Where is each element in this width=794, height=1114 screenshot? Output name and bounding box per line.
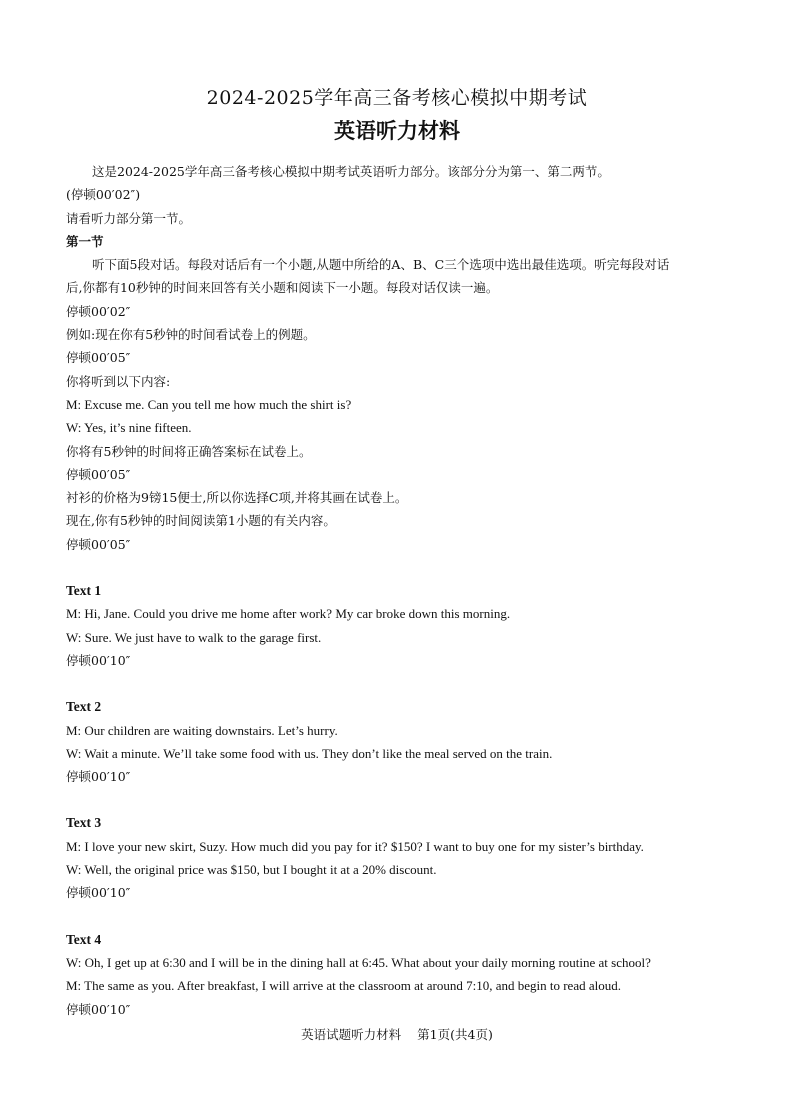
dialogue-line: M: Excuse me. Can you tell me how much the shirt is? bbox=[66, 396, 352, 412]
exam-title: 2024-2025学年高三备考核心模拟中期考试 bbox=[206, 87, 588, 109]
document-body bbox=[66, 160, 738, 1021]
explanation: 衬衫的价格为9镑15便士,所以你选择C项,并将其画在试卷上。 bbox=[66, 490, 408, 506]
dialogue-line: W: Oh, I get up at 6:30 and I will be in the dining hall at 6:45. What about your daily morning routine at school? bbox=[66, 954, 651, 970]
instruction-line: 后,你都有10秒钟的时间来回答有关小题和阅读下一小题。每段对话仅读一遍。 bbox=[66, 280, 499, 296]
mark-answer-note: 你将有5秒钟的时间将正确答案标在试卷上。 bbox=[66, 443, 312, 459]
pause-note: 停顿00′10″ bbox=[66, 652, 131, 668]
will-hear-label: 你将听到以下内容: bbox=[66, 373, 171, 389]
instruction-line: 听下面5段对话。每段对话后有一个小题,从题中所给的A、B、C三个选项中选出最佳选项。听完每段对话 bbox=[92, 257, 670, 273]
text-heading: Text 3 bbox=[66, 815, 102, 831]
reading-prompt: 现在,你有5秒钟的时间阅读第1小题的有关内容。 bbox=[66, 513, 336, 529]
pause-note: 停顿00′10″ bbox=[66, 1001, 131, 1017]
dialogue-line: M: Hi, Jane. Could you drive me home after work? My car broke down this morning. bbox=[66, 606, 511, 622]
dialogue-line: W: Wait a minute. We’ll take some food with us. They don’t like the meal served on the train. bbox=[66, 745, 553, 761]
dialogue-line: M: Our children are waiting downstairs. Let’s hurry. bbox=[66, 722, 338, 738]
pause-note: 停顿00′10″ bbox=[66, 769, 131, 785]
section-prompt: 请看听力部分第一节。 bbox=[66, 210, 192, 226]
pause-note: 停顿00′05″ bbox=[66, 350, 131, 366]
text-heading: Text 2 bbox=[66, 699, 102, 715]
section-label: 第一节 bbox=[66, 233, 104, 249]
dialogue-line: W: Sure. We just have to walk to the garage first. bbox=[66, 629, 322, 645]
page-number: 第1页(共4页) bbox=[417, 1027, 493, 1042]
dialogue-line: W: Yes, it’s nine fifteen. bbox=[66, 420, 192, 436]
intro-paragraph: 这是2024-2025学年高三备考核心模拟中期考试英语听力部分。该部分分为第一、第二两节。 bbox=[92, 164, 610, 179]
pause-note: 停顿00′05″ bbox=[66, 536, 131, 552]
text-heading: Text 1 bbox=[66, 583, 102, 599]
pause-note: 停顿00′10″ bbox=[66, 885, 131, 901]
example-intro: 例如:现在你有5秒钟的时间看试卷上的例题。 bbox=[66, 327, 316, 343]
dialogue-line: W: Well, the original price was $150, but I bought it at a 20% discount. bbox=[66, 862, 437, 878]
dialogue-line: M: The same as you. After breakfast, I will arrive at the classroom at around 7:10, and begin to read aloud. bbox=[66, 978, 621, 994]
document-subtitle: 英语听力材料 bbox=[334, 119, 460, 143]
footer-label: 英语试题听力材料 bbox=[301, 1027, 402, 1042]
page-footer bbox=[0, 1026, 794, 1044]
pause-note: 停顿00′02″ bbox=[66, 303, 131, 319]
pause-note: 停顿00′05″ bbox=[66, 466, 131, 482]
pause-note: (停顿00′02″) bbox=[66, 187, 141, 203]
dialogue-line: M: I love your new skirt, Suzy. How much did you pay for it? $150? I want to buy one for my sister’s birthday. bbox=[66, 838, 644, 854]
text-heading: Text 4 bbox=[66, 931, 102, 947]
